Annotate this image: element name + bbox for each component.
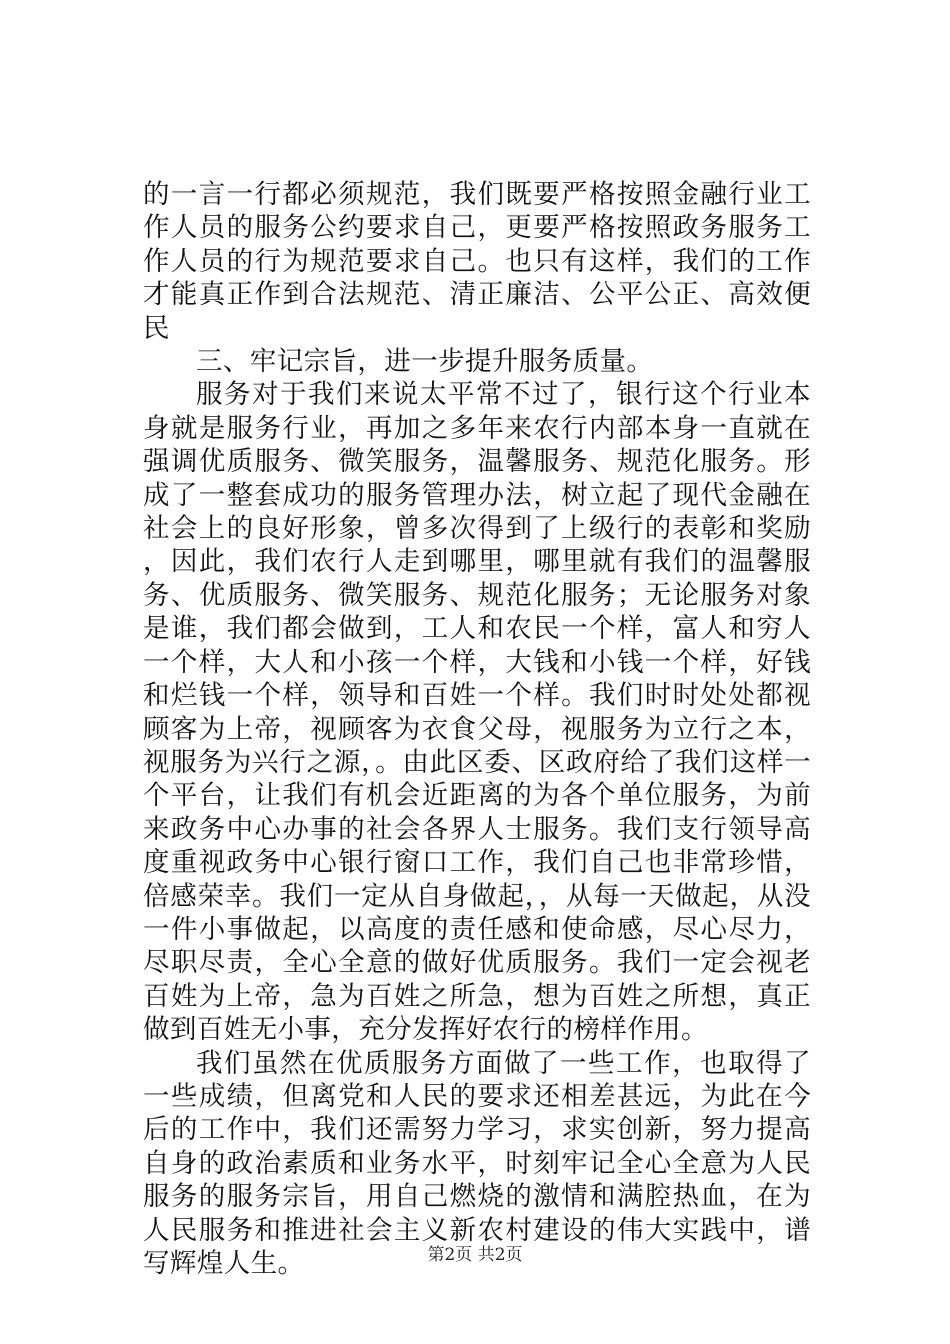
document-body — [143, 178, 811, 1280]
paragraph-conclusion: 我们虽然在优质服务方面做了一些工作，也取得了一些成绩，但离党和人民的要求还相差甚远，为此在今后的工作中，我们还需努力学习，求实创新，努力提高自身的政治素质和业务水平，时刻牢记全心全意为人民服务的服务宗旨，用自己燃烧的激情和满腔热血，在为人民服务和推进社会主义新农村建设的伟大实践中，谱写辉煌人生。 — [143, 1047, 811, 1279]
paragraph-continuation: 的一言一行都必须规范，我们既要严格按照金融行业工作人员的服务公约要求自己，更要严格按照政务服务工作人员的行为规范要求自己。也只有这样，我们的工作才能真正作到合法规范、清正廉洁、公平公正、高效便民 — [143, 179, 811, 344]
page-number-footer: 第2页 共2页 — [427, 1245, 523, 1265]
paragraph-service: 服务对于我们来说太平常不过了，银行这个行业本身就是服务行业，再加之多年来农行内部本身一直就在强调优质服务、微笑服务，温馨服务、规范化服务。形成了一整套成功的服务管理办法，树立起了现代金融在社会上的良好形象，曾多次得到了上级行的表彰和奖励，因此，我们农行人走到哪里，哪里就有我们的温馨服务、优质服务、微笑服务、规范化服务；无论服务对象是谁，我们都会做到，工人和农民一个样，富人和穷人一个样，大人和小孩一个样，大钱和小钱一个样，好钱和烂钱一个样，领导和百姓一个样。我们时时处处都视顾客为上帝，视顾客为衣食父母，视服务为立行之本，视服务为兴行之源，。由此区委、区政府给了我们这样一个平台，让我们有机会近距离的为各个单位服务，为前来政务中心办事的社会各界人士服务。我们支行领导高度重视政务中心银行窗口工作，我们自己也非常珍惜，倍感荣幸。我们一定从自身做起，，从每一天做起，从没一件小事做起，以高度的责任感和使命感，尽心尽力，尽职尽责，全心全意的做好优质服务。我们一定会视老百姓为上帝，急为百姓之所急，想为百姓之所想，真正做到百姓无小事，充分发挥好农行的榜样作用。 — [143, 379, 811, 1046]
section-heading: 三、牢记宗旨，进一步提升服务质量。 — [196, 346, 654, 378]
